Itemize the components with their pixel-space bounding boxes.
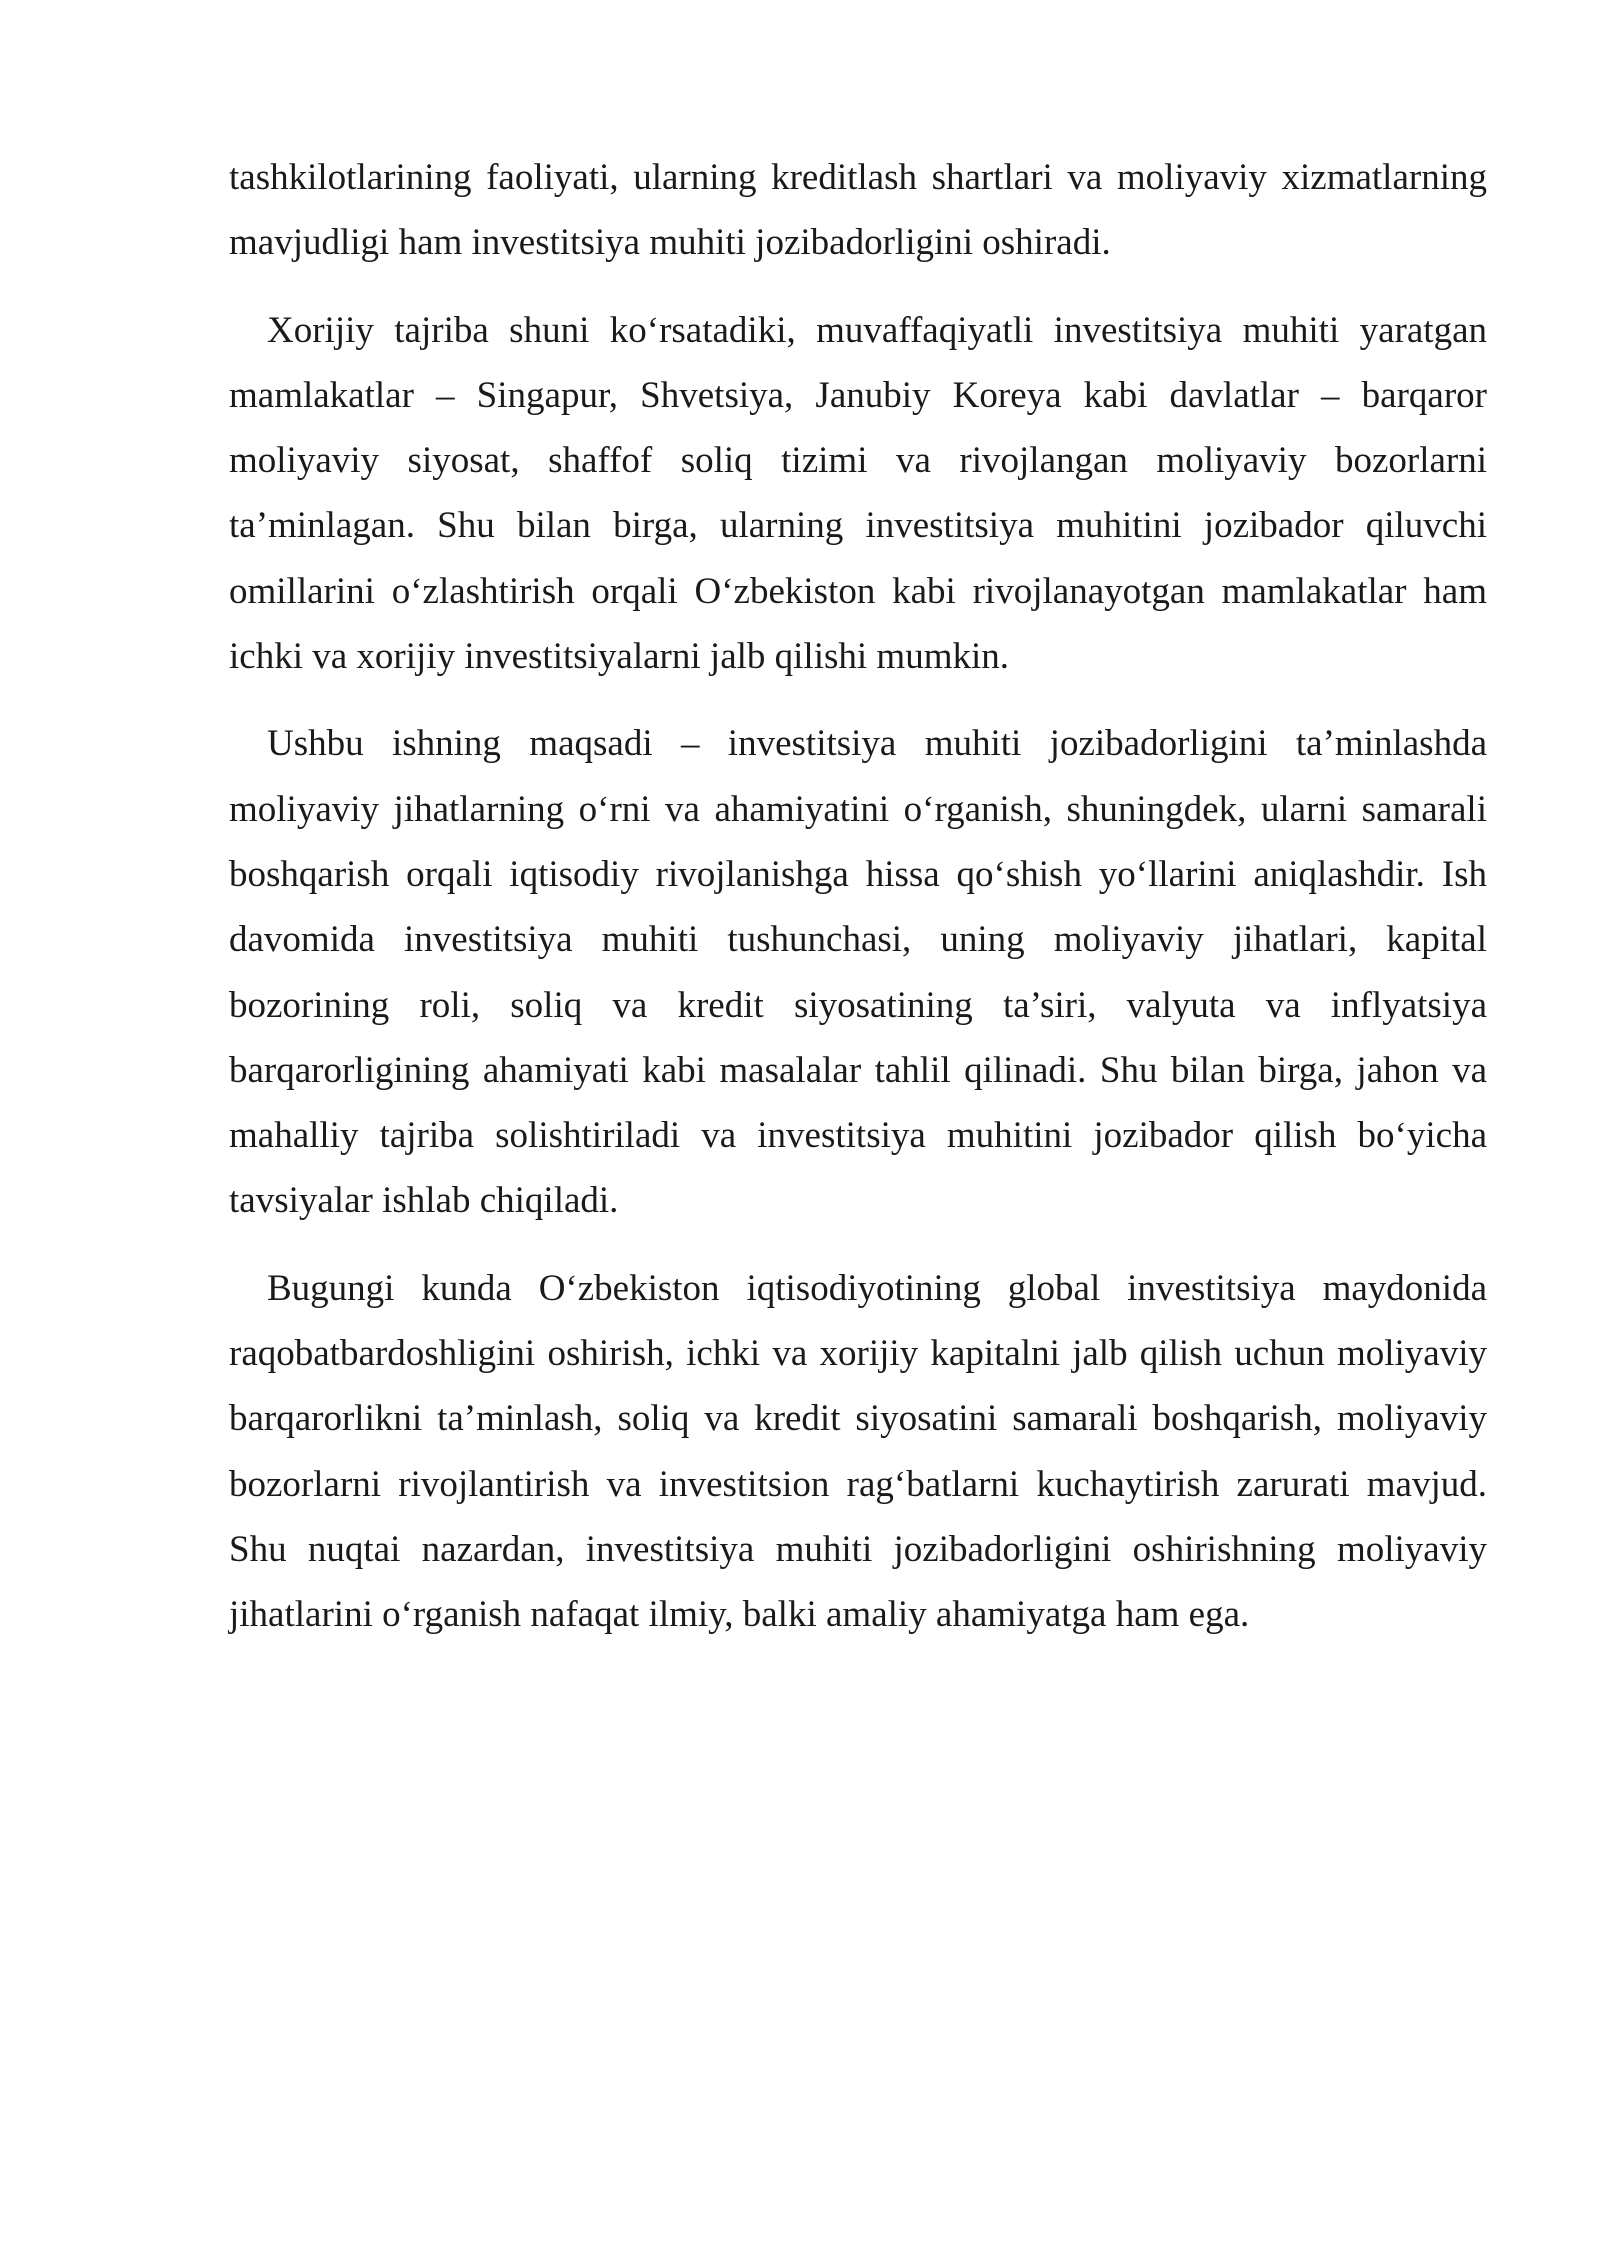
paragraph-1: tashkilotlarining faoliyati, ularning kreditlash shartlari va moliyaviy xizmatlarning mavjudligi ham investitsiya muhiti jozibadorligini oshiradi.: [229, 157, 1487, 264]
paragraph-2: Xorijiy tajriba shuni koʻrsatadiki, muvaffaqiyatli investitsiya muhiti yaratgan mamlakatlar – Singapur, Shvetsiya, Janubiy Koreya kabi davlatlar – barqaror moliyaviy siyosat, shaffof soliq tizimi va rivojlangan moliyaviy bozorlarni ta’minlagan. Shu bilan birga, ularning investitsiya muhitini jozibador qiluvchi omillarini oʻzlashtirish orqali Oʻzbekiston kabi rivojlanayotgan mamlakatlar ham ichki va xorijiy investitsiyalarni jalb qilishi mumkin.: [229, 309, 1487, 678]
paragraph-3: Ushbu ishning maqsadi – investitsiya muhiti jozibadorligini ta’minlashda moliyaviy jihatlarning oʻrni va ahamiyatini oʻrganish, shuningdek, ularni samarali boshqarish orqali iqtisodiy rivojlanishga hissa qoʻshish yoʻllarini aniqlashdir. Ish davomida investitsiya muhiti tushunchasi, uning moliyaviy jihatlari, kapital bozorining roli, soliq va kredit siyosatining ta’siri, valyuta va inflyatsiya barqarorligining ahamiyati kabi masalalar tahlil qilinadi. Shu bilan birga, jahon va mahalliy tajriba solishtiriladi va investitsiya muhitini jozibador qilish boʻyicha tavsiyalar ishlab chiqiladi.: [229, 723, 1487, 1222]
paragraph-4: Bugungi kunda Oʻzbekiston iqtisodiyotining global investitsiya maydonida raqobatbardoshligini oshirish, ichki va xorijiy kapitalni jalb qilish uchun moliyaviy barqarorlikni ta’minlash, soliq va kredit siyosatini samarali boshqarish, moliyaviy bozorlarni rivojlantirish va investitsion ragʻbatlarni kuchaytirish zarurati mavjud. Shu nuqtai nazardan, investitsiya muhiti jozibadorligini oshirishning moliyaviy jihatlarini oʻrganish nafaqat ilmiy, balki amaliy ahamiyatga ham ega.: [229, 1267, 1487, 1636]
body-text: [229, 145, 1487, 1670]
